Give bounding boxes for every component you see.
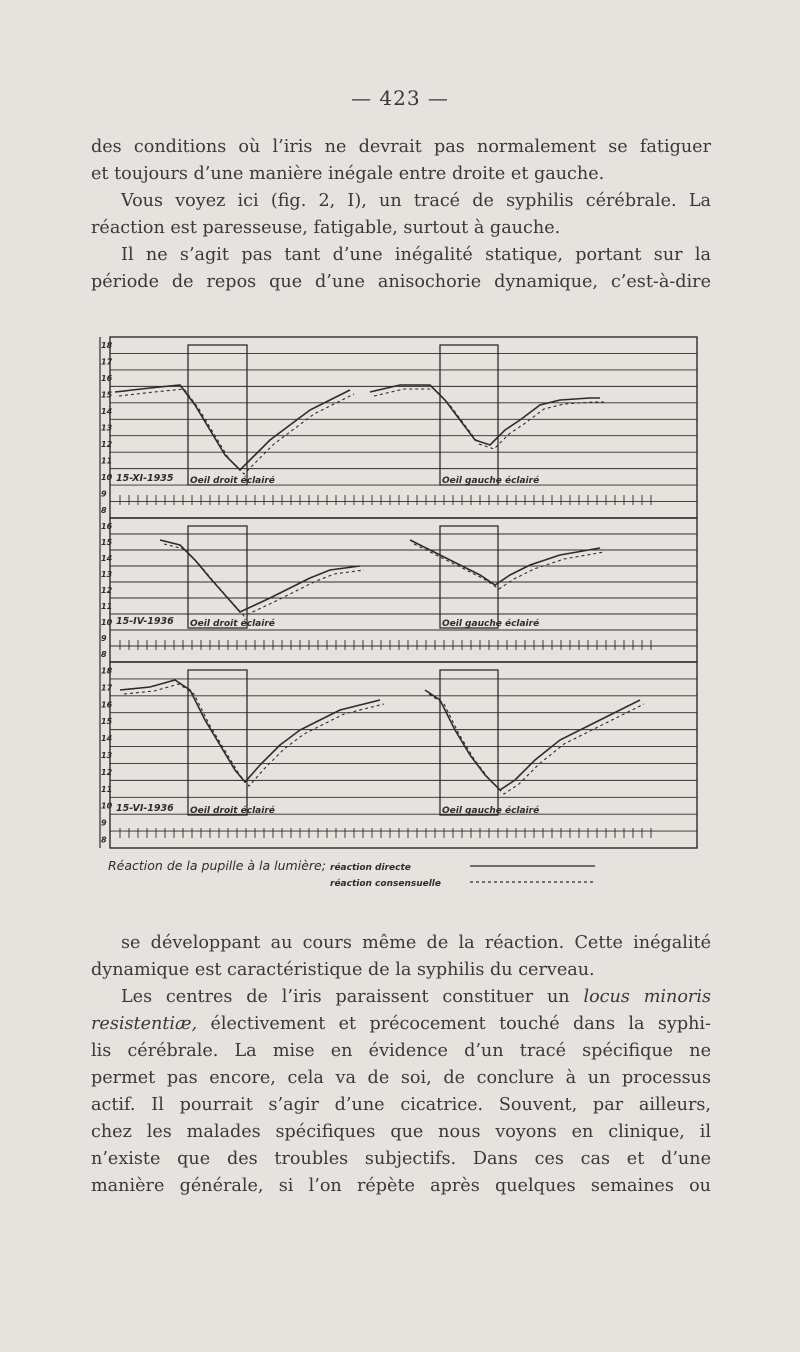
y-tick-label: 16 bbox=[101, 700, 113, 710]
right-eye-label: Oeil gauche éclairé bbox=[442, 619, 540, 629]
y-tick-label: 15 bbox=[101, 538, 113, 547]
panel-date-label: 15-IV-1936 bbox=[116, 616, 174, 627]
y-tick-label: 15 bbox=[101, 390, 113, 400]
y-tick-label: 9 bbox=[101, 634, 107, 643]
right-eye-label: Oeil gauche éclairé bbox=[442, 476, 540, 486]
y-tick-label: 11 bbox=[101, 602, 113, 611]
text-line bbox=[91, 984, 711, 1011]
y-tick-label: 18 bbox=[101, 341, 113, 351]
stimulus-window-right bbox=[440, 526, 498, 628]
stimulus-window-left bbox=[188, 345, 247, 485]
y-tick-label: 11 bbox=[101, 456, 113, 466]
y-tick-label: 12 bbox=[101, 767, 113, 777]
panel-frame bbox=[110, 518, 697, 662]
panel-frame bbox=[110, 662, 697, 848]
y-tick-label: 12 bbox=[101, 439, 113, 449]
consensual-reaction-curve bbox=[164, 544, 364, 616]
panel-date-label: 15-XI-1935 bbox=[116, 473, 174, 484]
text-line: actif. Il pourrait s’agir d’une cicatrice. Souvent, par ailleurs, bbox=[91, 1095, 711, 1115]
y-tick-label: 15 bbox=[101, 717, 113, 727]
y-tick-label: 12 bbox=[101, 586, 113, 595]
consensual-reaction-curve bbox=[429, 694, 644, 794]
left-eye-label: Oeil droit éclairé bbox=[190, 476, 275, 486]
text-italic: resistentiæ, bbox=[91, 1014, 198, 1034]
legend-consensual-label: réaction consensuelle bbox=[330, 879, 441, 889]
text-line: chez les malades spécifiques que nous voyons en clinique, il bbox=[91, 1122, 711, 1142]
text-line: Il ne s’agit pas tant d’une inégalité statique, portant sur la bbox=[121, 245, 711, 265]
figure-caption-group bbox=[108, 858, 595, 889]
y-tick-label: 10 bbox=[101, 801, 113, 811]
y-tick-label: 16 bbox=[101, 374, 113, 384]
page-number: — 423 — bbox=[351, 86, 449, 110]
text-line bbox=[91, 1011, 711, 1038]
stimulus-window-right bbox=[440, 345, 498, 485]
consensual-reaction-curve bbox=[374, 389, 604, 449]
text-italic: locus minoris bbox=[583, 987, 711, 1007]
legend-direct-label: réaction directe bbox=[330, 863, 411, 873]
text-fragment: électivement et précocement touché dans la syphi- bbox=[197, 1014, 711, 1034]
right-eye-label: Oeil gauche éclairé bbox=[442, 806, 540, 816]
panel-frame bbox=[110, 337, 697, 518]
text-line: dynamique est caractéristique de la syphilis du cerveau. bbox=[91, 960, 595, 980]
text-line: des conditions où l’iris ne devrait pas normalement se fatiguer bbox=[91, 137, 711, 157]
y-tick-label: 17 bbox=[101, 683, 113, 693]
direct-reaction-curve bbox=[120, 680, 380, 782]
paragraph-top bbox=[91, 134, 711, 296]
text-line: manière générale, si l’on répète après quelques semaines ou bbox=[91, 1176, 711, 1196]
y-tick-label: 14 bbox=[101, 554, 113, 563]
y-tick-label: 10 bbox=[101, 618, 113, 627]
y-tick-label: 16 bbox=[101, 522, 113, 531]
stimulus-window-left bbox=[188, 526, 247, 628]
figure-panels bbox=[100, 337, 697, 848]
left-eye-label: Oeil droit éclairé bbox=[190, 619, 275, 629]
panel-date-label: 15-VI-1936 bbox=[116, 803, 174, 814]
y-tick-label: 14 bbox=[101, 734, 113, 744]
y-tick-label: 9 bbox=[101, 818, 107, 828]
y-tick-label: 9 bbox=[101, 489, 107, 499]
text-line: réaction est paresseuse, fatigable, surtout à gauche. bbox=[91, 218, 561, 238]
text-line: et toujours d’une manière inégale entre droite et gauche. bbox=[91, 164, 605, 184]
y-tick-label: 8 bbox=[101, 835, 107, 845]
stimulus-window-left bbox=[188, 670, 247, 815]
consensual-reaction-curve bbox=[124, 684, 384, 786]
y-tick-label: 8 bbox=[101, 505, 107, 515]
direct-reaction-curve bbox=[410, 540, 600, 585]
text-line: lis cérébrale. La mise en évidence d’un tracé spécifique ne bbox=[91, 1041, 711, 1061]
text-line: Vous voyez ici (fig. 2, I), un tracé de syphilis cérébrale. La bbox=[121, 191, 711, 211]
y-tick-label: 13 bbox=[101, 751, 113, 760]
text-line: période de repos que d’une anisochorie dynamique, c’est-à-dire bbox=[91, 272, 711, 292]
consensual-reaction-curve bbox=[414, 544, 604, 589]
direct-reaction-curve bbox=[425, 690, 640, 790]
y-tick-label: 18 bbox=[101, 666, 113, 676]
y-tick-label: 13 bbox=[101, 570, 113, 579]
left-eye-label: Oeil droit éclairé bbox=[190, 806, 275, 816]
text-line: n’existe que des troubles subjectifs. Dans ces cas et d’une bbox=[91, 1149, 711, 1169]
y-tick-label: 14 bbox=[101, 407, 113, 417]
consensual-reaction-curve bbox=[119, 389, 354, 474]
paragraph-bottom bbox=[91, 930, 711, 1200]
y-tick-label: 17 bbox=[101, 357, 113, 367]
y-tick-label: 8 bbox=[101, 650, 107, 659]
text-line: permet pas encore, cela va de soi, de conclure à un processus bbox=[91, 1068, 711, 1088]
figure-caption: Réaction de la pupille à la lumière; bbox=[108, 858, 326, 873]
y-tick-label: 13 bbox=[101, 423, 113, 433]
text-fragment: Les centres de l’iris paraissent constituer un bbox=[121, 987, 584, 1007]
text-line: se développant au cours même de la réaction. Cette inégalité bbox=[121, 933, 711, 953]
direct-reaction-curve bbox=[115, 385, 350, 470]
y-tick-label: 11 bbox=[101, 784, 113, 794]
y-tick-label: 10 bbox=[101, 472, 113, 482]
direct-reaction-curve bbox=[370, 385, 600, 445]
direct-reaction-curve bbox=[160, 540, 360, 612]
stimulus-window-right bbox=[440, 670, 498, 815]
